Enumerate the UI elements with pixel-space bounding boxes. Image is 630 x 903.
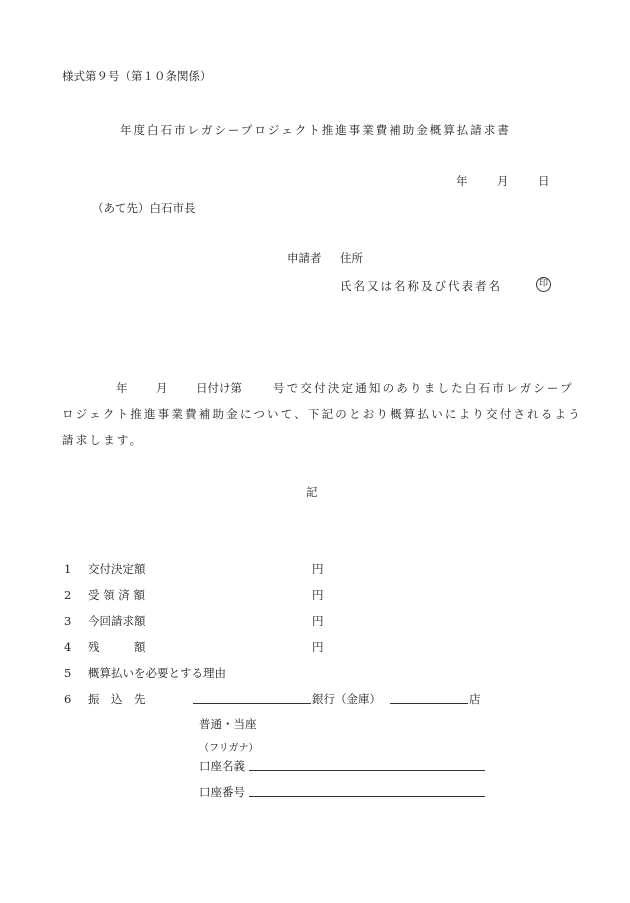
item-unit: 円: [312, 588, 324, 602]
item-unit: 円: [312, 614, 324, 628]
account-type: 普通・当座: [199, 717, 257, 731]
item-number: 2: [64, 588, 72, 602]
name-label: 氏名又は名称及び代表者名: [340, 279, 502, 293]
item-unit: 円: [312, 640, 324, 654]
bank-name-field[interactable]: [193, 691, 311, 704]
item-number: 1: [64, 562, 72, 576]
ki-heading: 記: [306, 485, 318, 499]
account-number-field[interactable]: [249, 784, 485, 797]
list-item: [64, 665, 226, 681]
body-month: 月: [156, 381, 168, 395]
date-day: 日: [538, 174, 550, 188]
body-line1-rest: 号で交付決定通知のありました白石市レガシープ: [273, 381, 574, 395]
transfer-label: 振 込 先: [88, 692, 146, 706]
applicant-label: 申請者: [287, 251, 322, 265]
list-item: [64, 561, 146, 577]
item-number: 3: [64, 614, 72, 628]
body-line3: 請求します。: [62, 433, 144, 447]
bank-label: 銀行（金庫）: [312, 692, 381, 706]
account-name-field[interactable]: [249, 758, 485, 771]
address-label: 住所: [340, 251, 363, 265]
branch-name-field[interactable]: [390, 691, 468, 704]
branch-label: 店: [469, 692, 481, 706]
body-line2: ロジェクト推進事業費補助金について、下記のとおり概算払いにより交付されるよう: [62, 407, 582, 421]
transfer-row: [64, 691, 146, 707]
body-date-suffix: 日付け第: [196, 381, 242, 395]
item-unit: 円: [312, 562, 324, 576]
list-item: [64, 639, 146, 655]
body-year: 年: [116, 381, 128, 395]
item-label: 残 額: [88, 640, 146, 654]
list-item: [64, 613, 146, 629]
account-number-label: 口座番号: [199, 785, 245, 799]
addressee: （あて先）白石市長: [92, 201, 196, 215]
page-title: 年度白石市レガシープロジェクト推進事業費補助金概算払請求書: [120, 123, 511, 137]
item-number: 6: [64, 692, 72, 706]
item-label: 今回請求額: [88, 614, 146, 628]
item-number: 5: [64, 666, 72, 680]
account-name-label: 口座名義: [199, 759, 245, 773]
item-number: 4: [64, 640, 72, 654]
item-label: 受 領 済 額: [88, 588, 145, 602]
furigana-label: （フリガナ）: [199, 743, 259, 754]
seal-icon: 印: [536, 277, 551, 292]
item-label: 概算払いを必要とする理由: [88, 666, 226, 680]
item-label: 交付決定額: [88, 562, 146, 576]
form-number: 様式第９号（第１０条関係）: [62, 69, 212, 83]
list-item: [64, 587, 145, 603]
date-month: 月: [497, 174, 509, 188]
date-year: 年: [456, 174, 468, 188]
